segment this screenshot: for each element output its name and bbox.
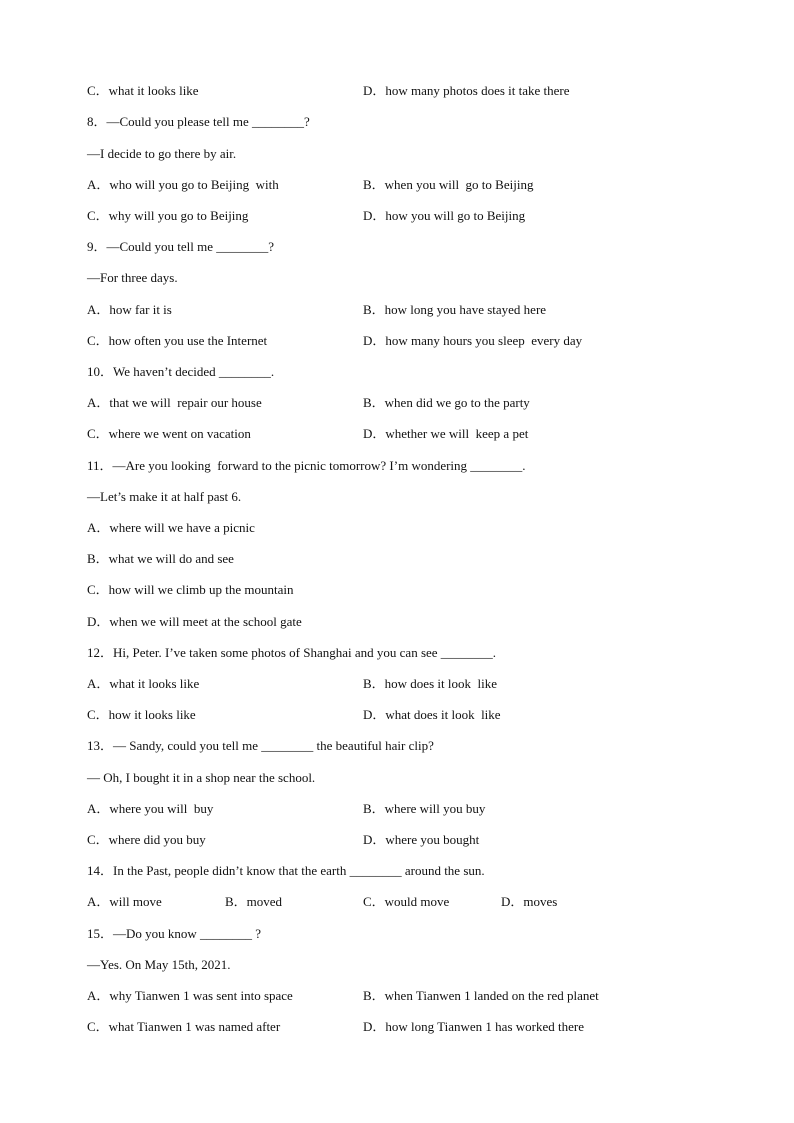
q15-option-c: C．what Tianwen 1 was named after: [87, 1019, 281, 1034]
q8-reply: —I decide to go there by air.: [87, 146, 237, 161]
q10-option-c: C．where we went on vacation: [87, 426, 251, 441]
q11-option-a: A．where will we have a picnic: [87, 520, 255, 535]
q14-stem: 14．In the Past, people didn’t know that the earth ________ around the sun.: [87, 863, 485, 878]
q13-option-b: B．where will you buy: [363, 801, 486, 816]
q10-stem: 10．We haven’t decided ________.: [87, 364, 275, 379]
q10-option-b: B．when did we go to the party: [363, 395, 530, 410]
q8-option-b: B．when you will go to Beijing: [363, 177, 534, 192]
q10-option-d: D．whether we will keep a pet: [363, 426, 529, 441]
q12-option-a: A．what it looks like: [87, 676, 200, 691]
q7-option-d: D．how many photos does it take there: [363, 83, 570, 98]
q7-option-c: C．what it looks like: [87, 83, 199, 98]
q15-option-d: D．how long Tianwen 1 has worked there: [363, 1019, 584, 1034]
q15-stem: 15．—Do you know ________ ?: [87, 926, 262, 941]
q14-option-a: A．will move: [87, 894, 162, 909]
q8-option-d: D．how you will go to Beijing: [363, 208, 526, 223]
q11-reply: —Let’s make it at half past 6.: [87, 489, 242, 504]
q15-reply: —Yes. On May 15th, 2021.: [87, 957, 231, 972]
q13-option-d: D．where you bought: [363, 832, 480, 847]
q14-option-d: D．moves: [501, 894, 558, 909]
q12-stem: 12．Hi, Peter. I’ve taken some photos of Shanghai and you can see ________.: [87, 645, 497, 660]
q13-option-a: A．where you will buy: [87, 801, 214, 816]
q15-option-b: B．when Tianwen 1 landed on the red planet: [363, 988, 599, 1003]
q12-option-b: B．how does it look like: [363, 676, 497, 691]
q12-option-d: D．what does it look like: [363, 707, 501, 722]
q8-option-a: A．who will you go to Beijing with: [87, 177, 279, 192]
q8-stem: 8．—Could you please tell me ________?: [87, 114, 310, 129]
q14-option-c: C．would move: [363, 894, 450, 909]
q10-option-a: A．that we will repair our house: [87, 395, 262, 410]
q13-option-c: C．where did you buy: [87, 832, 206, 847]
q11-option-b: B．what we will do and see: [87, 551, 234, 566]
q12-option-c: C．how it looks like: [87, 707, 196, 722]
q11-option-d: D．when we will meet at the school gate: [87, 614, 302, 629]
q15-option-a: A．why Tianwen 1 was sent into space: [87, 988, 293, 1003]
q9-reply: —For three days.: [87, 270, 178, 285]
q9-option-c: C．how often you use the Internet: [87, 333, 268, 348]
q9-option-d: D．how many hours you sleep every day: [363, 333, 583, 348]
q8-option-c: C．why will you go to Beijing: [87, 208, 249, 223]
q9-option-b: B．how long you have stayed here: [363, 302, 547, 317]
q11-option-c: C．how will we climb up the mountain: [87, 582, 294, 597]
q13-reply: — Oh, I bought it in a shop near the school.: [87, 770, 316, 785]
q11-stem: 11．—Are you looking forward to the picnic tomorrow? I’m wondering ________.: [87, 458, 526, 473]
q9-stem: 9．—Could you tell me ________?: [87, 239, 275, 254]
q9-option-a: A．how far it is: [87, 302, 172, 317]
q14-option-b: B．moved: [225, 894, 283, 909]
q13-stem: 13．— Sandy, could you tell me ________ the beautiful hair clip?: [87, 738, 434, 753]
